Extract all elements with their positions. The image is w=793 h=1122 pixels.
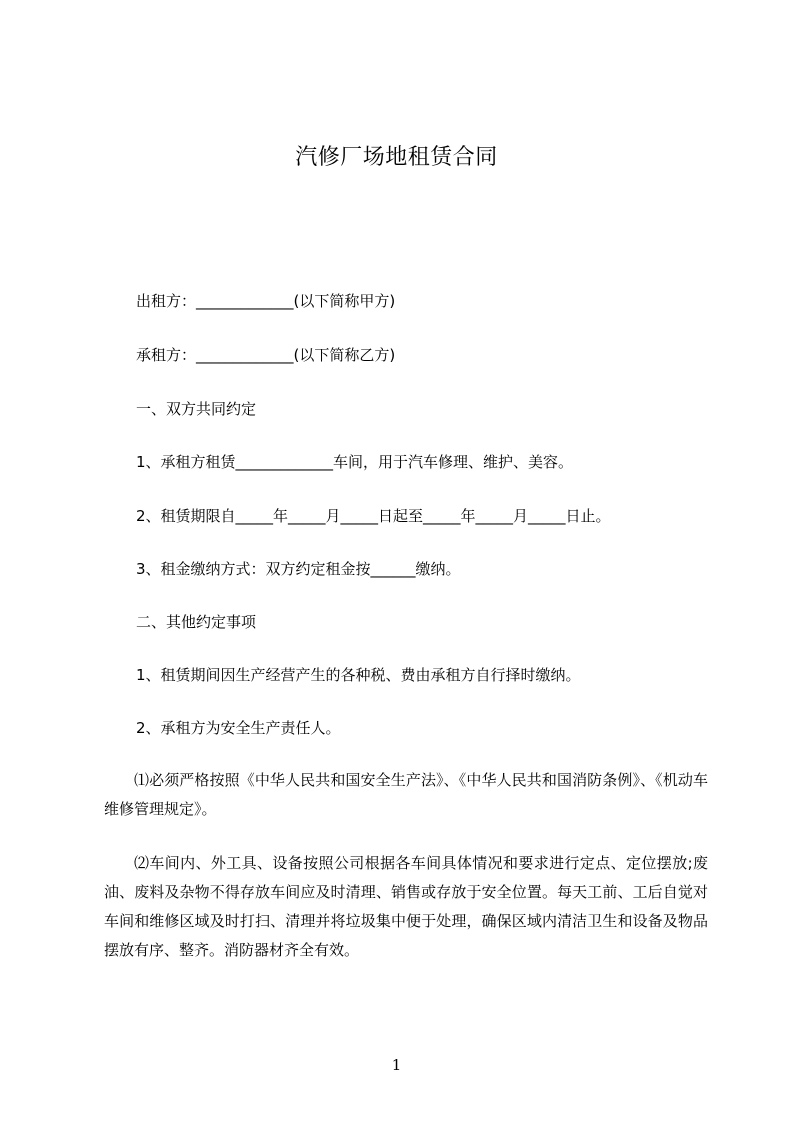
lessor-line: 出租方：_____________(以下简称甲方)	[136, 292, 396, 310]
clause-taxes-fees: 1、租赁期间因生产经营产生的各种税、费由承租方自行择时缴纳。	[136, 666, 581, 684]
clause-lease-term: 2、租赁期限自_____年_____月_____日起至_____年_____月_____日止。	[136, 507, 611, 525]
clause-safety-responsibility: 2、承租方为安全生产责任人。	[136, 719, 341, 737]
paragraph-laws-compliance: ⑴必须严格按照《中华人民共和国安全生产法》、《中华人民共和国消防条例》、《机动车维修管理规定》。	[104, 771, 708, 818]
clause-rent-payment: 3、租金缴纳方式：双方约定租金按______缴纳。	[136, 560, 461, 578]
lessee-line: 承租方：_____________(以下简称乙方)	[136, 346, 396, 364]
paragraph-workshop-order: ⑵车间内、外工具、设备按照公司根据各车间具体情况和要求进行定点、定位摆放;废油、废料及杂物不得存放车间应及时清理、销售或存放于安全位置。每天工前、工后自觉对车间和维修区域及时打扫、清理并将垃圾集中便于处理，确保区域内清洁卫生和设备及物品摆放有序、整齐。消防器材齐全有效。	[104, 854, 708, 959]
clause-workshop-rental: 1、承租方租赁_____________车间，用于汽车修理、维护、美容。	[136, 453, 574, 471]
page-number: 1	[391, 1056, 402, 1074]
section-heading-other-terms: 二、其他约定事项	[136, 613, 257, 631]
page-title: 汽修厂场地租赁合同	[295, 145, 498, 170]
section-heading-mutual-agreement: 一、双方共同约定	[136, 400, 257, 418]
